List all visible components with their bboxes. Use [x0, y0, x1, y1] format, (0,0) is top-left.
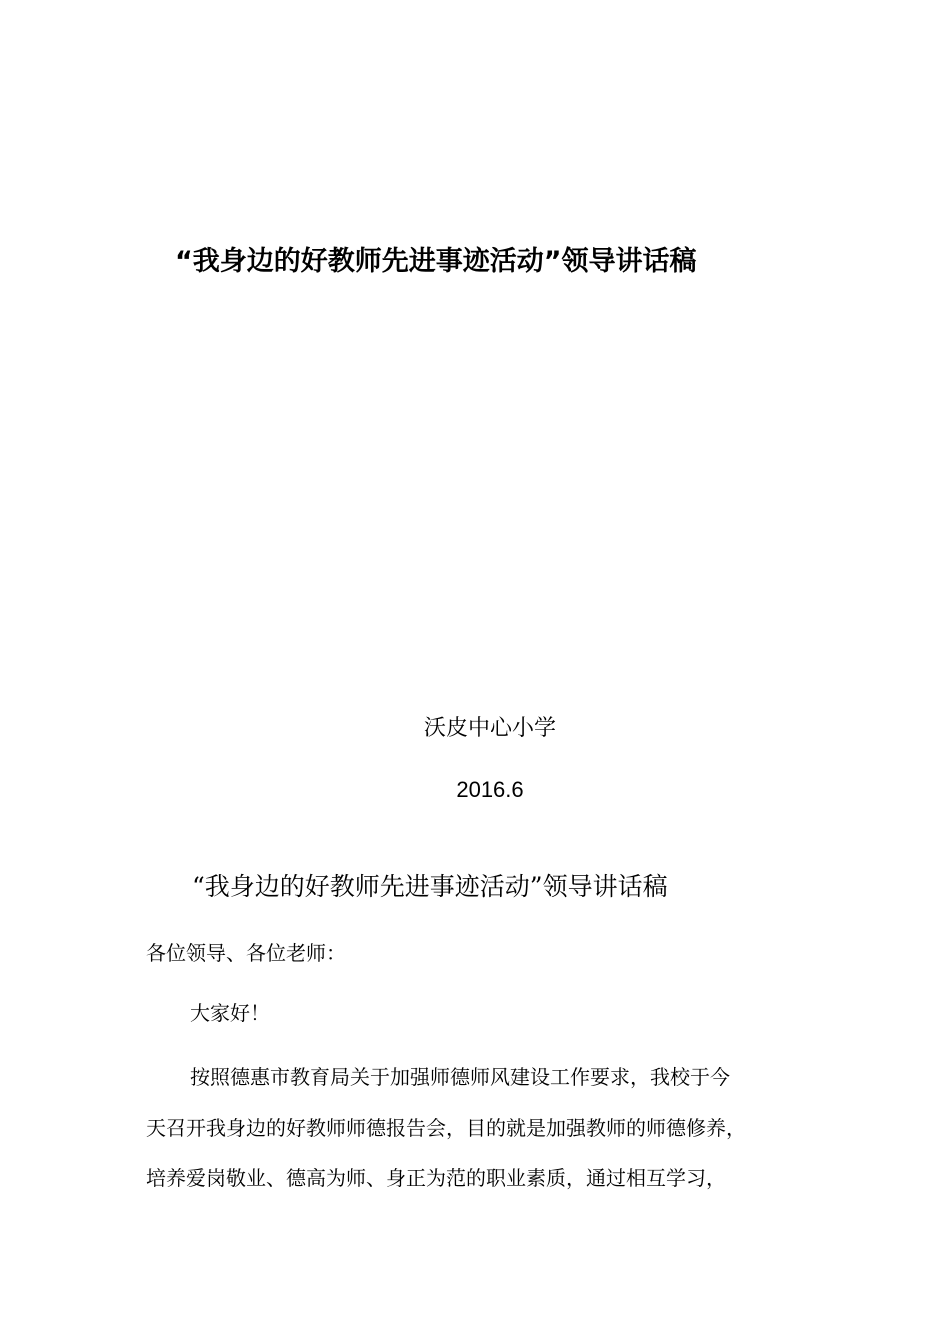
- salutation: 各位领导、各位老师：: [146, 941, 346, 965]
- body-text-line: 培养爱岗敬业、德高为师、身正为范的职业素质，通过相互学习，: [146, 1166, 726, 1190]
- greeting: 大家好！: [190, 1001, 270, 1025]
- body-text-line: 天召开我身边的好教师师德报告会，目的就是加强教师的师德修养，: [146, 1116, 746, 1140]
- document-date: 2016.6: [456, 777, 524, 802]
- speech-title: “我身边的好教师先进事迹活动”领导讲话稿: [192, 872, 668, 901]
- body-text-line: 按照德惠市教育局关于加强师德师风建设工作要求，我校于今: [190, 1065, 730, 1089]
- school-name: 沃皮中心小学: [423, 716, 556, 741]
- cover-title: “我身边的好教师先进事迹活动”领导讲话稿: [175, 246, 697, 277]
